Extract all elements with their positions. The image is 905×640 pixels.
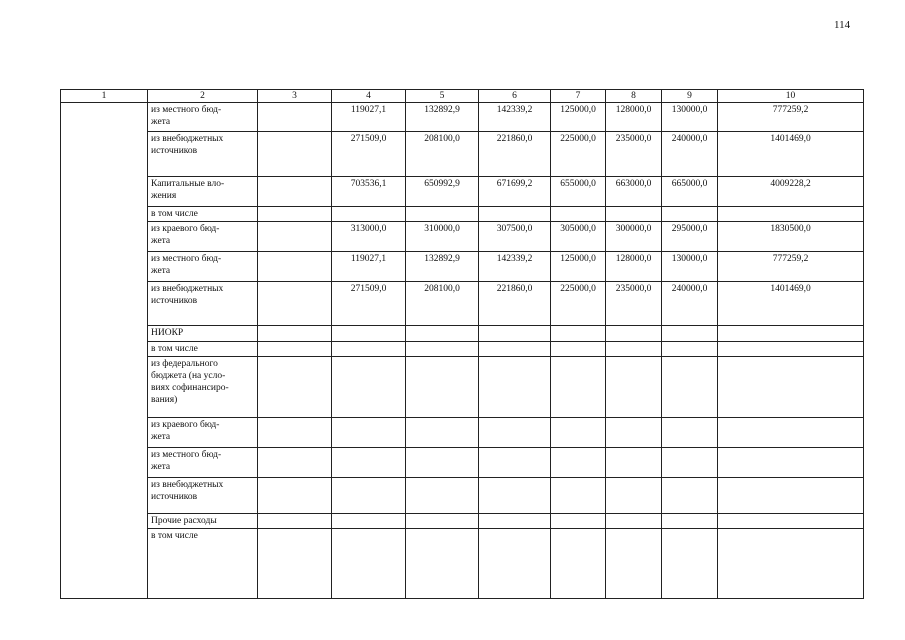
value-cell [406,418,479,448]
value-cell [332,342,406,357]
value-cell: 1830500,0 [718,222,864,252]
row-label: из краевого бюд- жета [148,222,258,252]
table-row [61,529,864,599]
value-cell: 1401469,0 [718,282,864,326]
value-cell [258,514,332,529]
value-cell [606,478,662,514]
value-cell: 665000,0 [662,177,718,207]
value-cell: 142339,2 [479,252,551,282]
value-cell [551,326,606,342]
value-cell [662,529,718,599]
value-cell [606,342,662,357]
row-label: из внебюджетных источников [148,282,258,326]
page-number: 114 [834,19,851,31]
value-cell: 777259,2 [718,252,864,282]
row-label: из местного бюд- жета [148,252,258,282]
value-cell [662,207,718,222]
value-cell [332,326,406,342]
value-cell: 128000,0 [606,103,662,132]
value-cell [406,448,479,478]
value-cell [606,514,662,529]
table-row [61,514,864,529]
value-cell [662,418,718,448]
value-cell [606,418,662,448]
value-cell: 777259,2 [718,103,864,132]
row-label: из внебюджетных источников [148,478,258,514]
value-cell: 240000,0 [662,132,718,177]
value-cell [718,207,864,222]
value-cell: 671699,2 [479,177,551,207]
column-header: 6 [479,90,551,103]
value-cell: 307500,0 [479,222,551,252]
column-header: 1 [61,90,148,103]
value-cell: 125000,0 [551,103,606,132]
value-cell [258,177,332,207]
value-cell: 221860,0 [479,132,551,177]
value-cell: 225000,0 [551,282,606,326]
column-header: 10 [718,90,864,103]
value-cell [551,448,606,478]
value-cell [258,207,332,222]
value-cell: 130000,0 [662,103,718,132]
value-cell [662,448,718,478]
row-label: из краевого бюд- жета [148,418,258,448]
value-cell [406,478,479,514]
value-cell [662,326,718,342]
value-cell [606,529,662,599]
value-cell: 125000,0 [551,252,606,282]
value-cell: 300000,0 [606,222,662,252]
row-label: в том числе [148,207,258,222]
value-cell: 305000,0 [551,222,606,252]
value-cell: 235000,0 [606,282,662,326]
value-cell: 295000,0 [662,222,718,252]
value-cell [718,448,864,478]
value-cell [479,529,551,599]
value-cell [662,342,718,357]
row-label: из местного бюд- жета [148,103,258,132]
value-cell [406,326,479,342]
value-cell [258,478,332,514]
row-label: из федерального бюджета (на усло- виях софинансиро- вания) [148,357,258,418]
value-cell [718,357,864,418]
value-cell: 1401469,0 [718,132,864,177]
value-cell: 221860,0 [479,282,551,326]
value-cell [479,207,551,222]
value-cell [406,529,479,599]
table-row [61,357,864,418]
value-cell [332,514,406,529]
value-cell [479,326,551,342]
value-cell [332,529,406,599]
value-cell [606,207,662,222]
value-cell [551,357,606,418]
column-header: 8 [606,90,662,103]
value-cell [551,514,606,529]
value-cell [606,448,662,478]
value-cell [718,342,864,357]
table-row [61,342,864,357]
value-cell: 235000,0 [606,132,662,177]
value-cell [551,478,606,514]
value-cell [718,418,864,448]
value-cell [258,132,332,177]
table-row [61,222,864,252]
column-header: 9 [662,90,718,103]
value-cell: 119027,1 [332,103,406,132]
value-cell [662,478,718,514]
value-cell [406,342,479,357]
table-row [61,478,864,514]
value-cell [479,478,551,514]
value-cell [258,326,332,342]
value-cell [479,418,551,448]
table-row [61,282,864,326]
value-cell [332,418,406,448]
value-cell: 310000,0 [406,222,479,252]
table-row [61,103,864,132]
table-row [61,252,864,282]
value-cell [258,418,332,448]
column-header: 7 [551,90,606,103]
value-cell: 208100,0 [406,282,479,326]
table-row [61,207,864,222]
value-cell [332,357,406,418]
value-cell: 132892,9 [406,103,479,132]
value-cell: 142339,2 [479,103,551,132]
value-cell: 313000,0 [332,222,406,252]
table-row [61,132,864,177]
value-cell [551,342,606,357]
row-label: из внебюджетных источников [148,132,258,177]
budget-table [60,89,864,599]
row-label: из местного бюд- жета [148,448,258,478]
value-cell [718,514,864,529]
value-cell [479,342,551,357]
value-cell: 208100,0 [406,132,479,177]
row-label: Прочие расходы [148,514,258,529]
value-cell: 132892,9 [406,252,479,282]
value-cell [332,207,406,222]
value-cell: 130000,0 [662,252,718,282]
table-header-row [61,90,864,103]
value-cell: 4009228,2 [718,177,864,207]
column-header: 2 [148,90,258,103]
merged-column-1-cell [61,103,148,599]
value-cell: 655000,0 [551,177,606,207]
value-cell: 119027,1 [332,252,406,282]
value-cell [332,448,406,478]
value-cell [406,357,479,418]
value-cell [551,529,606,599]
value-cell [406,207,479,222]
value-cell: 663000,0 [606,177,662,207]
value-cell [258,222,332,252]
value-cell [606,326,662,342]
value-cell: 271509,0 [332,132,406,177]
row-label: в том числе [148,529,258,599]
value-cell: 225000,0 [551,132,606,177]
value-cell [258,103,332,132]
value-cell [258,529,332,599]
value-cell [258,252,332,282]
value-cell [718,326,864,342]
value-cell: 128000,0 [606,252,662,282]
value-cell [258,342,332,357]
column-header: 3 [258,90,332,103]
value-cell [406,514,479,529]
value-cell [258,357,332,418]
table-row [61,177,864,207]
value-cell [718,478,864,514]
column-header: 4 [332,90,406,103]
value-cell [258,282,332,326]
value-cell [551,207,606,222]
value-cell [606,357,662,418]
value-cell [258,448,332,478]
value-cell [718,529,864,599]
value-cell [662,357,718,418]
row-label: НИОКР [148,326,258,342]
row-label: в том числе [148,342,258,357]
value-cell: 271509,0 [332,282,406,326]
value-cell [479,514,551,529]
table-row [61,418,864,448]
table-row [61,326,864,342]
value-cell [662,514,718,529]
value-cell [479,357,551,418]
row-label: Капитальные вло- жения [148,177,258,207]
value-cell [479,448,551,478]
value-cell: 240000,0 [662,282,718,326]
table-row [61,448,864,478]
value-cell: 650992,9 [406,177,479,207]
value-cell [332,478,406,514]
value-cell: 703536,1 [332,177,406,207]
column-header: 5 [406,90,479,103]
value-cell [551,418,606,448]
